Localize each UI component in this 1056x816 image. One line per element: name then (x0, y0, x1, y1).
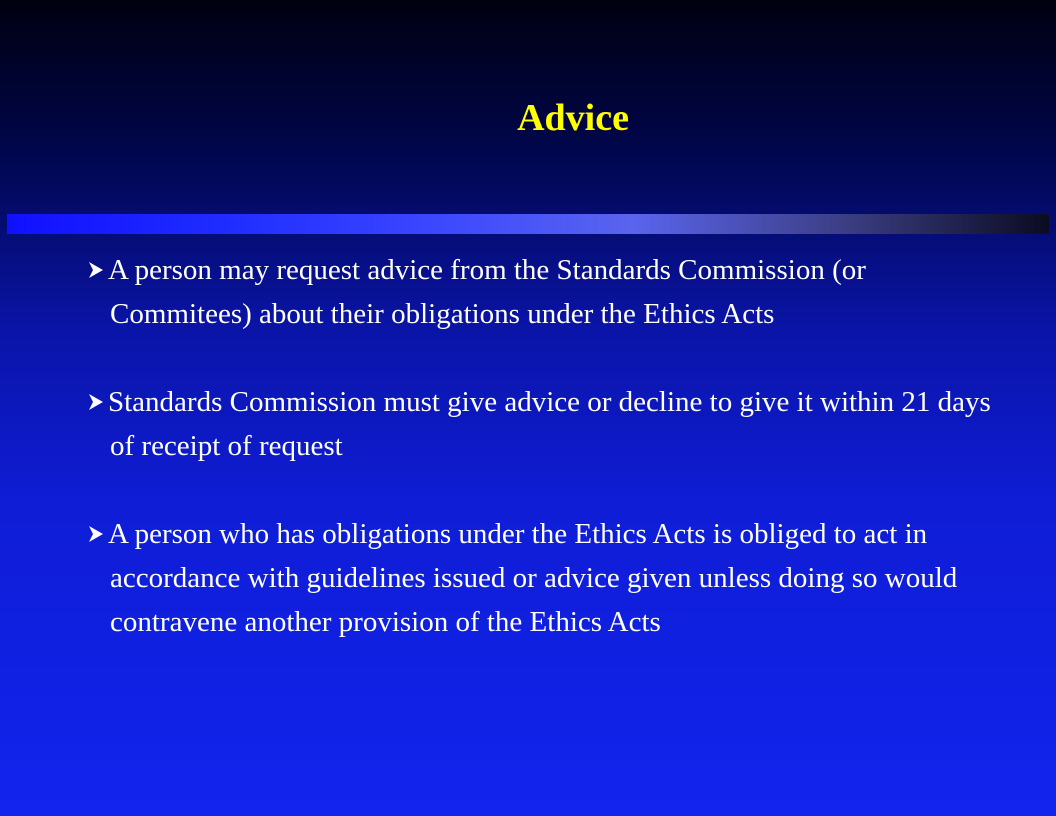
arrowhead-bullet-icon (88, 392, 104, 412)
bullet-text: A person who has obligations under the Ethics Acts is obliged to act in accordance with guidelines issued or advice given unless doing so would contravene another provision of the Ethics Acts (108, 518, 958, 638)
bullet-item (72, 248, 1012, 336)
bullet-item (72, 380, 1012, 468)
bullet-item (72, 512, 1012, 644)
bullet-list (72, 248, 1012, 688)
title-divider-bar (7, 214, 1049, 234)
bullet-text: Standards Commission must give advice or decline to give it within 21 days of receipt of request (108, 386, 991, 462)
slide-title: Advice (517, 97, 629, 139)
arrowhead-bullet-icon (88, 524, 104, 544)
arrowhead-bullet-icon (88, 260, 104, 280)
bullet-text: A person may request advice from the Standards Commission (or Commitees) about their obligations under the Ethics Acts (108, 254, 866, 330)
